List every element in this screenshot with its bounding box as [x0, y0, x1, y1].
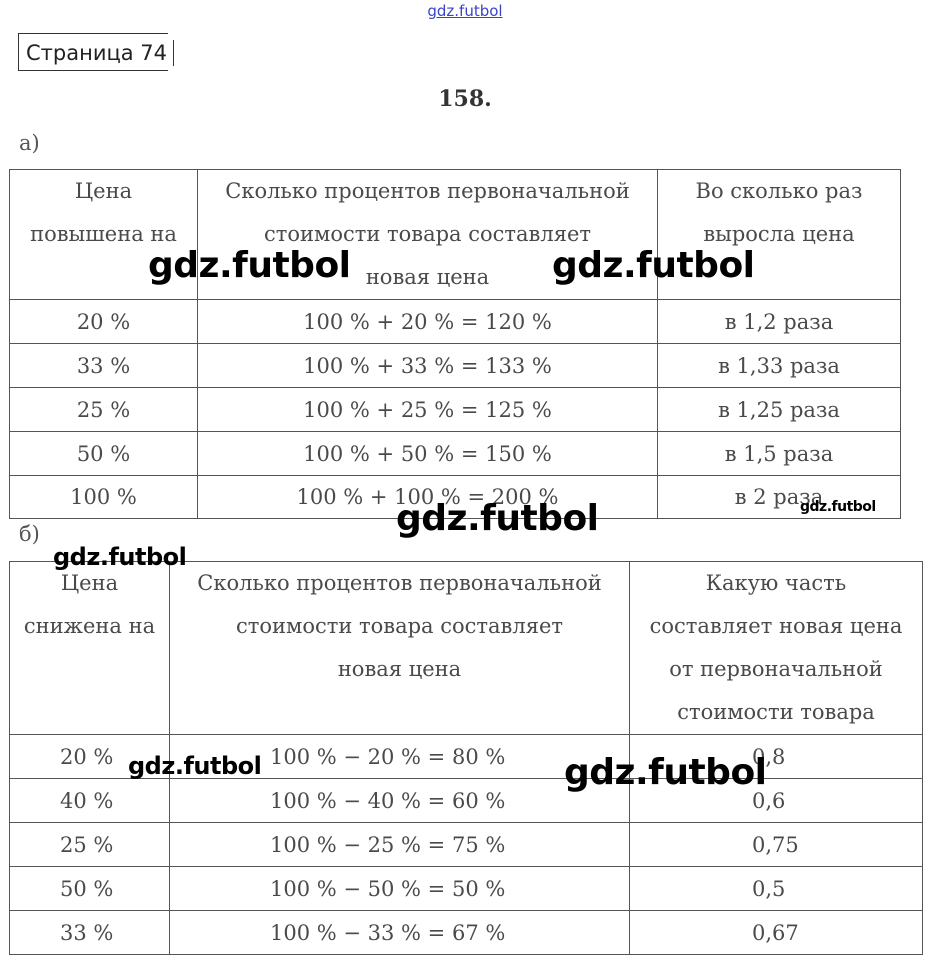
table-cell: 0,67 — [630, 911, 923, 955]
table-cell: в 1,5 раза — [658, 432, 901, 476]
header-line: Во сколько раз — [695, 179, 863, 203]
watermark-text: gdz.futbol — [53, 543, 187, 571]
part-b-label: б) — [19, 522, 40, 546]
table-cell: в 1,25 раза — [658, 388, 901, 432]
table-cell: 40 % — [10, 779, 170, 823]
table-row — [10, 779, 923, 823]
table-row — [10, 911, 923, 955]
table-price-increase — [9, 169, 901, 519]
header-line: Сколько процентов первоначальной — [225, 179, 630, 203]
watermark-text: gdz.futbol — [148, 245, 351, 286]
table-cell: 20 % — [10, 735, 170, 779]
header-line: Какую часть — [705, 571, 847, 595]
header-line: новая цена — [365, 265, 490, 289]
table-cell: 25 % — [10, 388, 198, 432]
header-line: снижена на — [23, 614, 156, 638]
task-number: 158. — [438, 86, 492, 112]
table-cell: 100 % − 40 % = 60 % — [170, 779, 630, 823]
table-cell: 100 % + 20 % = 120 % — [198, 300, 658, 344]
header-line: стоимости товара составляет — [263, 222, 592, 246]
table-cell: 20 % — [10, 300, 198, 344]
watermark-text: gdz.futbol — [128, 752, 262, 780]
page-number-label: Страница 74 — [18, 33, 168, 71]
table-row — [10, 823, 923, 867]
table-cell: 100 % − 25 % = 75 % — [170, 823, 630, 867]
table-cell: 100 % + 50 % = 150 % — [198, 432, 658, 476]
table-cell: 50 % — [10, 867, 170, 911]
table-cell: 25 % — [10, 823, 170, 867]
header-line: стоимости товара составляет — [235, 614, 564, 638]
table-cell: 100 % + 25 % = 125 % — [198, 388, 658, 432]
header-line: Цена — [74, 179, 133, 203]
table-row — [10, 300, 901, 344]
table-cell: 33 % — [10, 911, 170, 955]
header-line: стоимости товара — [677, 700, 875, 724]
header-line: повышена на — [30, 222, 177, 246]
table-cell: 100 % + 33 % = 133 % — [198, 344, 658, 388]
table-row — [10, 388, 901, 432]
table-cell: 100 % − 50 % = 50 % — [170, 867, 630, 911]
watermark-text: gdz.futbol — [564, 752, 767, 793]
table-header-row — [10, 562, 923, 735]
table-cell: 0,6 — [630, 779, 923, 823]
table-row — [10, 432, 901, 476]
header-cell-price-lowered — [10, 562, 170, 735]
table-cell: в 1,2 раза — [658, 300, 901, 344]
table-cell: 100 % − 20 % = 80 % — [170, 735, 630, 779]
table-cell: 100 % — [10, 476, 198, 519]
table-cell: 33 % — [10, 344, 198, 388]
part-a-label: а) — [19, 131, 40, 155]
table-header-row — [10, 170, 901, 300]
table-cell: в 1,33 раза — [658, 344, 901, 388]
table-cell: 0,8 — [630, 735, 923, 779]
watermark-text: gdz.futbol — [800, 499, 876, 515]
watermark-text: gdz.futbol — [396, 498, 599, 539]
table-cell: в 2 раза — [658, 476, 901, 519]
header-line: новая цена — [337, 657, 462, 681]
header-line: от первоначальной — [669, 657, 883, 681]
table-row — [10, 867, 923, 911]
watermark-text: gdz.futbol — [552, 245, 755, 286]
header-line: выросла цена — [703, 222, 855, 246]
table-cell: 0,5 — [630, 867, 923, 911]
header-line: Цена — [60, 571, 119, 595]
header-line: Сколько процентов первоначальной — [197, 571, 602, 595]
top-watermark-link[interactable]: gdz.futbol — [427, 2, 503, 20]
header-line: составляет новая цена — [649, 614, 903, 638]
table-cell: 50 % — [10, 432, 198, 476]
table-cell: 0,75 — [630, 823, 923, 867]
header-cell-fraction-of-original — [630, 562, 923, 735]
table-row — [10, 344, 901, 388]
header-cell-percent-of-original — [170, 562, 630, 735]
table-cell: 100 % + 100 % = 200 % — [198, 476, 658, 519]
table-cell: 100 % − 33 % = 67 % — [170, 911, 630, 955]
